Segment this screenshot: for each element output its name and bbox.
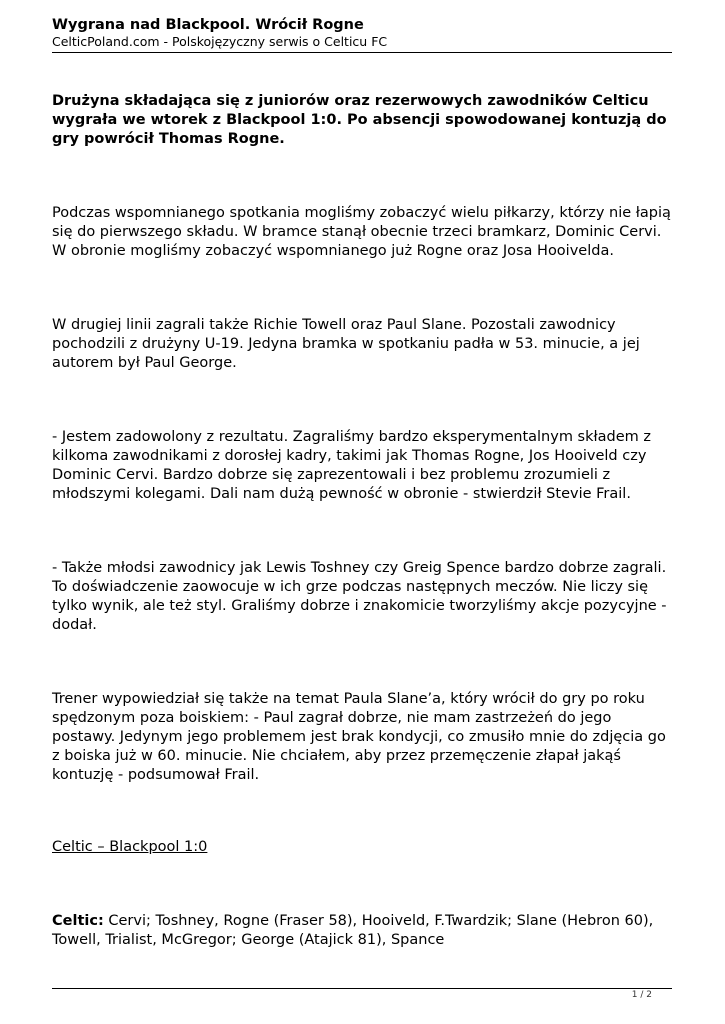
lineup-label: Celtic: [52, 913, 104, 929]
lineup-text: Cervi; Toshney, Rogne (Fraser 58), Hooiveld, F.Twardzik; Slane (Hebron 60), Towell, Trialist, McGregor; George (Atajick 81), Spance [52, 913, 654, 948]
match-score-line [52, 838, 677, 857]
footer-divider [52, 988, 672, 989]
article-paragraph: Trener wypowiedział się także na temat Paula Slane’a, który wrócił do gry po roku spędzonym poza boiskiem: - Paul zagrał dobrze, nie mam zastrzeżeń do jego postawy. Jedynym jego problemem jest brak kondycji, co zmusiło mnie do zdjęcia go z boiska już w 60. minucie. Nie chciałem, aby przez przemęczenie złapał jakąś kontuzję - podsumował Frail. [52, 691, 666, 783]
spacer [52, 785, 677, 838]
document-subtitle: CelticPoland.com - Polskojęzyczny serwis o Celticu FC [52, 34, 388, 49]
spacer [52, 149, 677, 204]
page-number: 1 / 2 [631, 990, 652, 1000]
spacer [52, 857, 677, 912]
document-title: Wygrana nad Blackpool. Wrócił Rogne [52, 17, 364, 33]
document-header [52, 16, 672, 50]
article-paragraph: - Jestem zadowolony z rezultatu. Zagraliśmy bardzo eksperymentalnym składem z kilkoma zawodnikami z dorosłej kadry, takimi jak Thomas Rogne, Jos Hooiveld czy Dominic Cervi. Bardzo dobrze się zaprezentowali i bez problemu zrozumieli z młodszymi kolegami. Dali nam dużą pewność w obronie - stwierdził Stevie Frail. [52, 429, 651, 502]
article-lead: Drużyna składająca się z juniorów oraz rezerwowych zawodników Celticu wygrała we wtorek z Blackpool 1:0. Po absencji spowodowanej kontuzją do gry powrócił Thomas Rogne. [52, 93, 667, 147]
header-divider [52, 52, 672, 53]
spacer [52, 635, 677, 690]
article-paragraph: W drugiej linii zagrali także Richie Towell oraz Paul Slane. Pozostali zawodnicy pochodzili z drużyny U-19. Jedyna bramka w spotkaniu padła w 53. minucie, a jej autorem był Paul George. [52, 317, 640, 371]
team-lineup [52, 912, 677, 950]
article-body [52, 92, 677, 950]
spacer [52, 373, 677, 428]
article-paragraph: - Także młodsi zawodnicy jak Lewis Toshney czy Greig Spence bardzo dobrze zagrali. To doświadczenie zaowocuje w ich grze podczas następnych meczów. Nie liczy się tylko wynik, ale też styl. Graliśmy dobrze i znakomicie tworzyliśmy akcje pozycyjne - dodał. [52, 560, 667, 633]
match-score: Celtic – Blackpool 1:0 [52, 839, 208, 855]
spacer [52, 261, 677, 316]
article-paragraph: Podczas wspomnianego spotkania mogliśmy zobaczyć wielu piłkarzy, którzy nie łapią się do pierwszego składu. W bramce stanął obecnie trzeci bramkarz, Dominic Cervi. W obronie mogliśmy zobaczyć wspomnianego już Rogne oraz Josa Hooivelda. [52, 205, 671, 259]
spacer [52, 504, 677, 559]
